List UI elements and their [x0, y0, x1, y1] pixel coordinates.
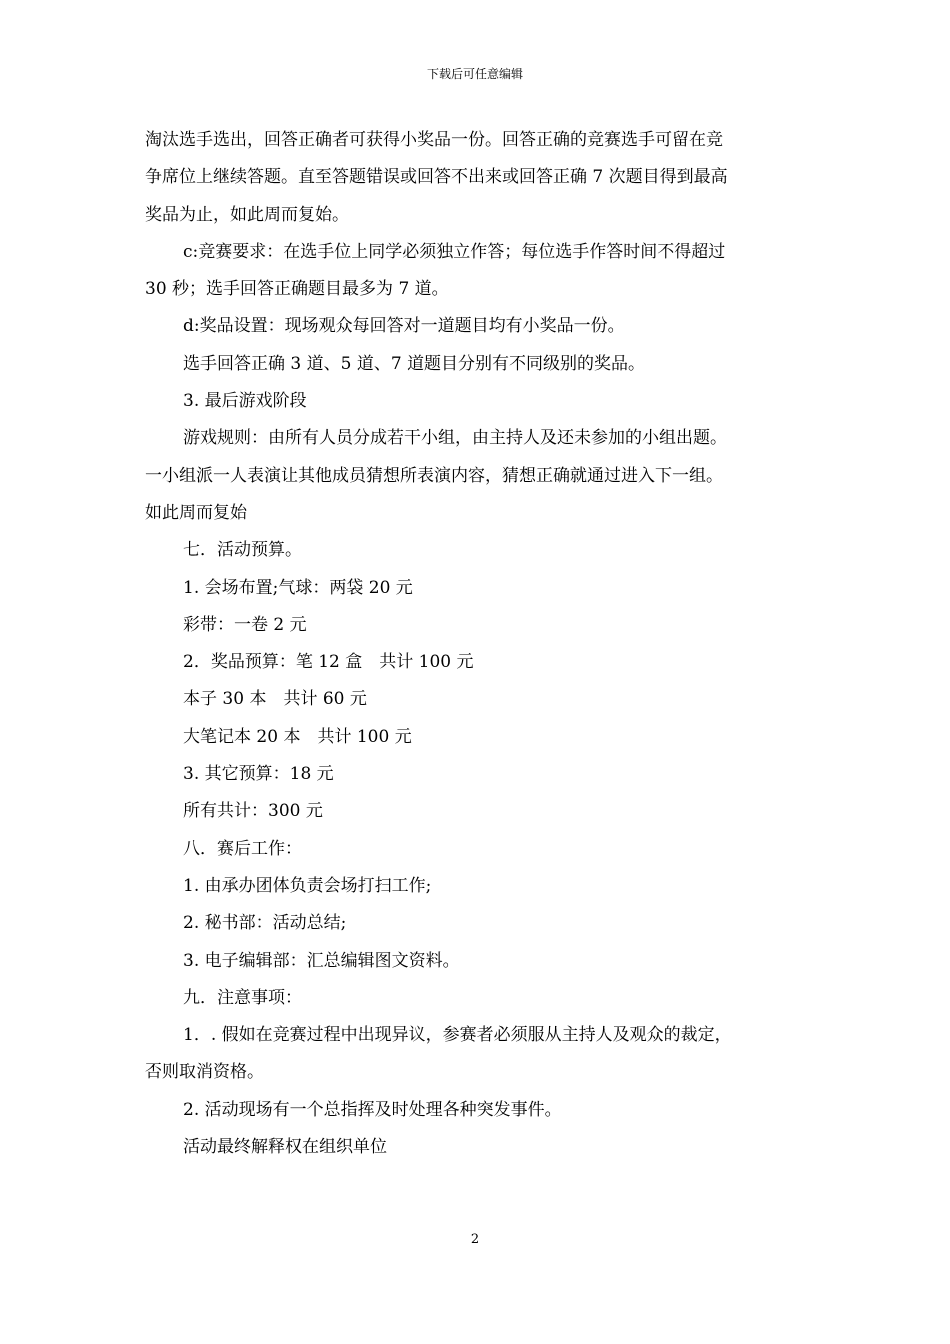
paragraph-line: 淘汰选手选出，回答正确者可获得小奖品一份。回答正确的竞赛选手可留在竞: [145, 130, 723, 150]
paragraph-line: d:奖品设置：现场观众每回答对一道题目均有小奖品一份。: [183, 316, 625, 337]
budget-total: 所有共计：300 元: [183, 801, 323, 822]
paragraph-line: c:竞赛要求：在选手位上同学必须独立作答；每位选手作答时间不得超过: [183, 241, 726, 262]
budget-item: 本子 30 本 共计 60 元: [183, 689, 367, 710]
list-item: 2. 秘书部：活动总结;: [183, 913, 347, 934]
paragraph-line: 一小组派一人表演让其他成员猜想所表演内容，猜想正确就通过进入下一组。: [145, 465, 723, 486]
page-number: 2: [470, 1232, 480, 1247]
document-body: [145, 122, 810, 1166]
budget-item: 1. 会场布置;气球：两袋 20 元: [183, 577, 413, 598]
section-heading: 七．活动预算。: [183, 540, 302, 561]
budget-item: 2．奖品预算：笔 12 盒 共计 100 元: [183, 652, 474, 673]
section-heading: 八．赛后工作：: [183, 838, 302, 859]
paragraph-line: 如此周而复始: [145, 502, 247, 523]
page-header: 下载后可任意编辑: [426, 67, 523, 81]
list-item: 3. 电子编辑部：汇总编辑图文资料。: [183, 950, 460, 971]
paragraph-line: 活动最终解释权在组织单位: [183, 1137, 387, 1158]
paragraph-line: 否则取消资格。: [145, 1062, 264, 1083]
paragraph-line: 30 秒；选手回答正确题目最多为 7 道。: [145, 279, 449, 300]
paragraph-line: 选手回答正确 3 道、5 道、7 道题目分别有不同级别的奖品。: [183, 353, 646, 374]
paragraph-line: 游戏规则：由所有人员分成若干小组，由主持人及还未参加的小组出题。: [183, 428, 727, 449]
list-item: 2. 活动现场有一个总指挥及时处理各种突发事件。: [183, 1099, 562, 1120]
paragraph-line: 争席位上继续答题。直至答题错误或回答不出来或回答正确 7 次题目得到最高: [145, 167, 728, 188]
section-heading: 3. 最后游戏阶段: [183, 391, 307, 412]
budget-item: 3. 其它预算：18 元: [183, 764, 334, 785]
budget-item: 彩带：一卷 2 元: [183, 614, 307, 635]
paragraph-line: 奖品为止，如此周而复始。: [145, 204, 349, 225]
budget-item: 大笔记本 20 本 共计 100 元: [183, 726, 412, 747]
list-item: 1．. 假如在竞赛过程中出现异议，参赛者必须服从主持人及观众的裁定，: [183, 1025, 732, 1046]
list-item: 1. 由承办团体负责会场打扫工作;: [183, 875, 432, 896]
section-heading: 九．注意事项：: [183, 987, 302, 1008]
